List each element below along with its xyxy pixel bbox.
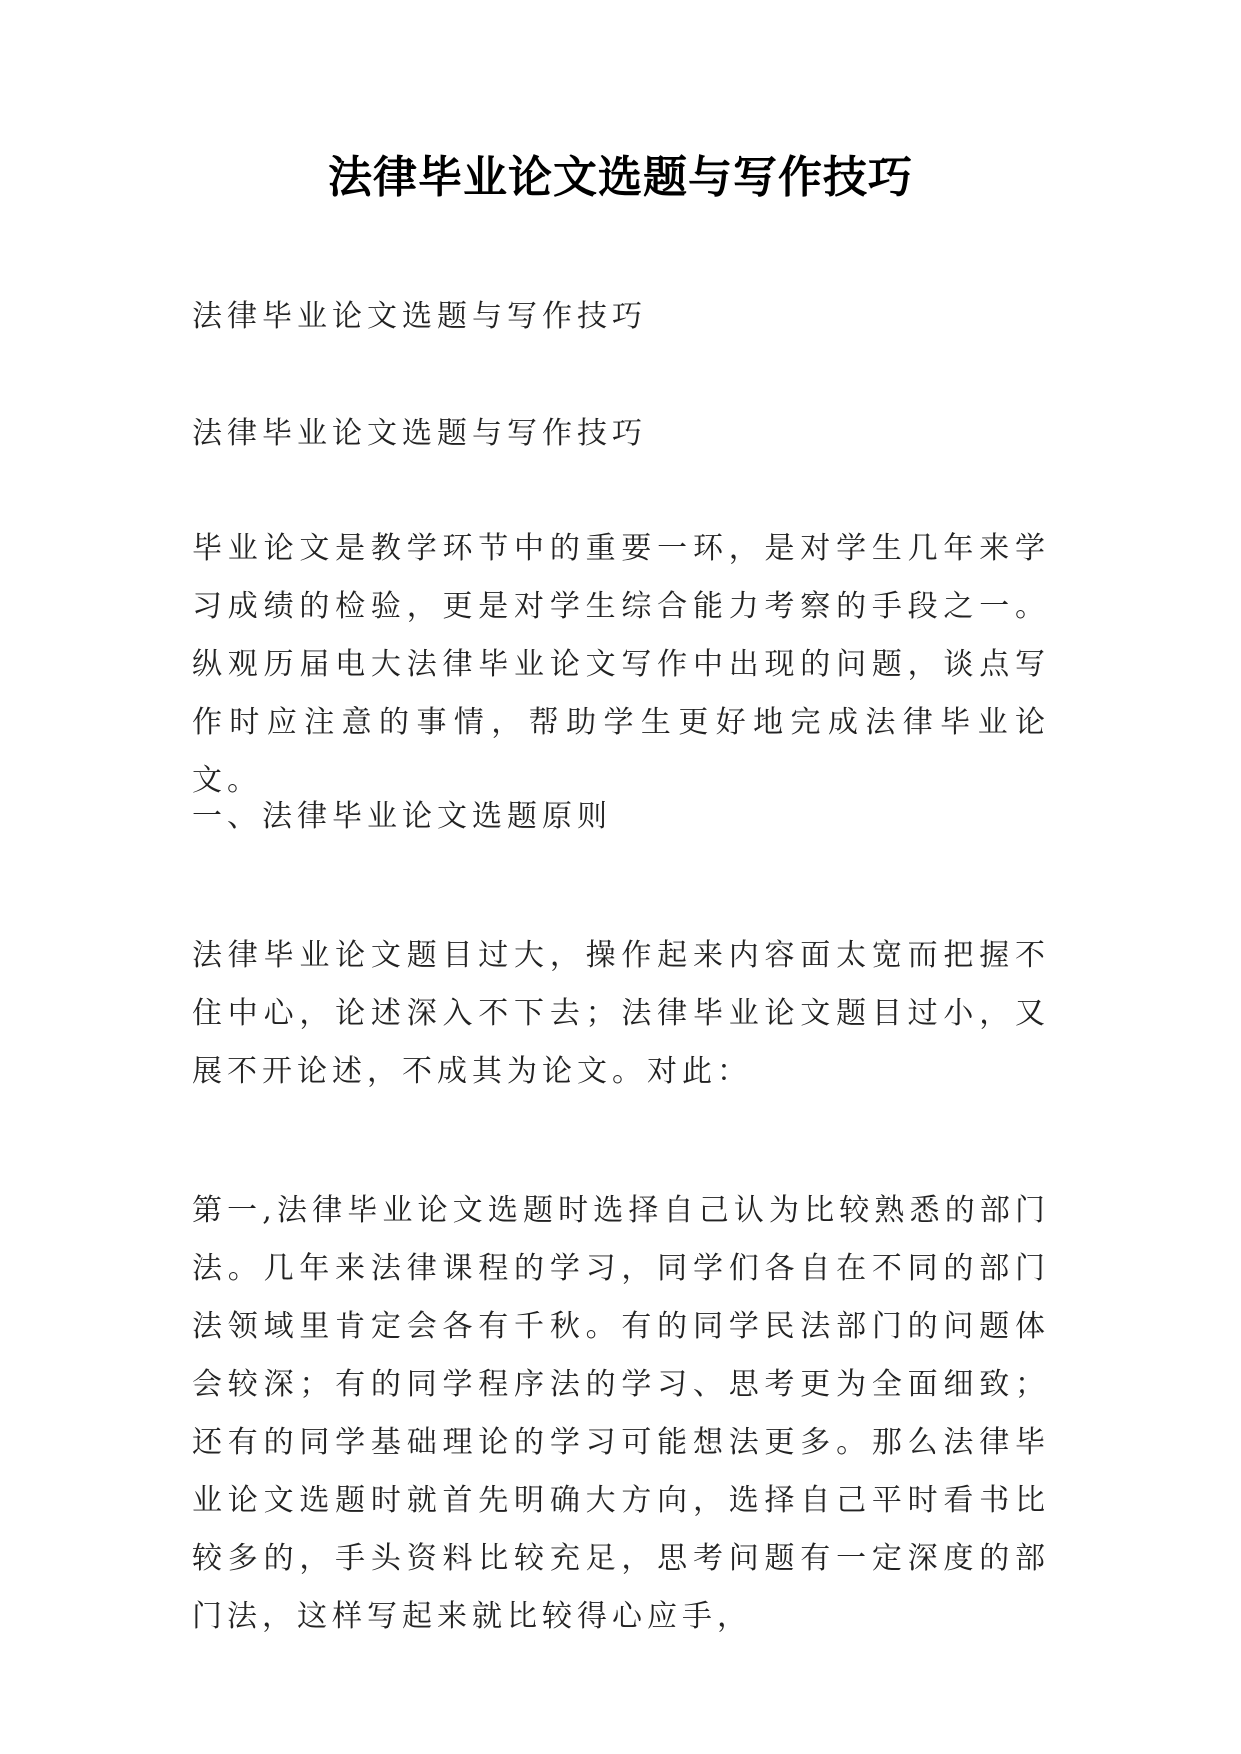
subtitle-line: 法律毕业论文选题与写作技巧 <box>192 299 647 334</box>
section-heading: 一、法律毕业论文选题原则 <box>192 799 612 834</box>
subtitle-line: 法律毕业论文选题与写作技巧 <box>192 416 647 451</box>
body-paragraph: 法律毕业论文题目过大，操作起来内容面太宽而把握不住中心，论述深入不下去；法律毕业论文题目过小，又展不开论述，不成其为论文。对此： <box>192 938 1050 1089</box>
document-title: 法律毕业论文选题与写作技巧 <box>328 152 913 203</box>
body-paragraph: 第一,法律毕业论文选题时选择自己认为比较熟悉的部门法。几年来法律课程的学习，同学们各自在不同的部门法领域里肯定会各有千秋。有的同学民法部门的问题体会较深；有的同学程序法的学习、思考更为全面细致；还有的同学基础理论的学习可能想法更多。那么法律毕业论文选题时就首先明确大方向，选择自己平时看书比较多的，手头资料比较充足，思考问题有一定深度的部门法，这样写起来就比较得心应手， <box>192 1193 1050 1634</box>
intro-paragraph: 毕业论文是教学环节中的重要一环，是对学生几年来学习成绩的检验，更是对学生综合能力考察的手段之一。纵观历届电大法律毕业论文写作中出现的问题，谈点写作时应注意的事情，帮助学生更好地完成法律毕业论文。 <box>192 531 1050 798</box>
